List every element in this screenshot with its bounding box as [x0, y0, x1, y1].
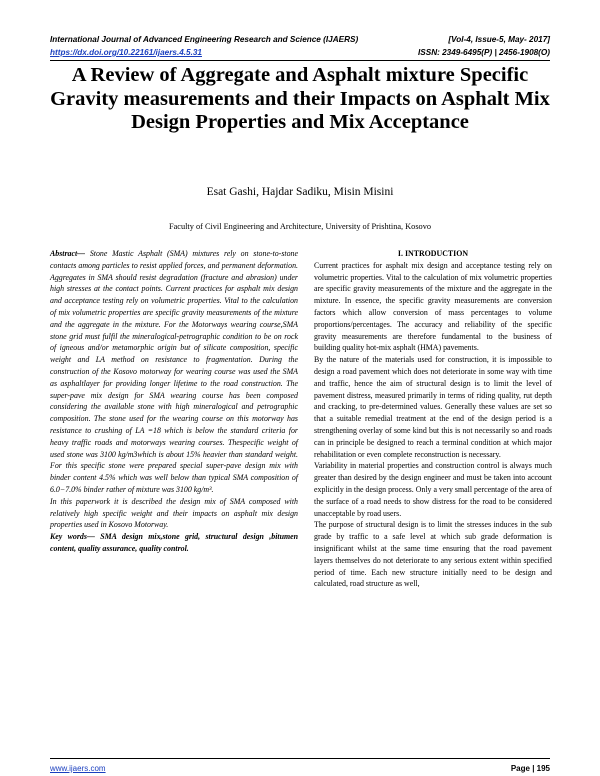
intro-paragraph-1: Current practices for asphalt mix design and acceptance testing rely on volumetric properties. Vital to the calculation of mix volumetric properties are specific gravity measurements of the mixture and the aggregate in the mixture. In essence, the specific gravity measurements are conversion factors which allow conversion of mass percentages to volume proportions/percentages. The accuracy and reliability of the specific gravity measurements are therefore fundamental to the business of building quality hot-mix asphalt (HMA) pavements. — [314, 260, 552, 353]
journal-header-line-2 — [50, 48, 550, 57]
abstract-paragraph-2: In this paperwork it is described the design mix of SMA composed with relatively high specific weight and their impacts on asphalt mix design properties used in Kosovo Motorway. — [50, 496, 298, 530]
introduction-column — [314, 248, 552, 590]
paper-title: A Review of Aggregate and Asphalt mixture Specific Gravity measurements and their Impacts on Asphalt Mix Design Properties and Mix Acceptance — [50, 64, 550, 133]
header-divider — [50, 60, 550, 61]
issn-info: ISSN: 2349-6495(P) | 2456-1908(O) — [418, 48, 550, 57]
abstract-paragraph-1 — [50, 248, 298, 496]
volume-info: [Vol-4, Issue-5, May- 2017] — [448, 35, 550, 44]
footer-divider — [50, 758, 550, 759]
paper-affiliation: Faculty of Civil Engineering and Architecture, University of Prishtina, Kosovo — [169, 222, 431, 231]
journal-website-link[interactable]: www.ijaers.com — [50, 764, 106, 773]
section-heading-introduction: I. INTRODUCTION — [397, 249, 469, 258]
intro-paragraph-2: By the nature of the materials used for construction, it is impossible to design a road pavement which does not deteriorate in some way with time and traffic, hence the aim of structural design is to limit the level of pavement distress, measured primarily in terms of riding quality, rut depth and cracking, to pre-determined values. Generally these values are set so that a suitable remedial treatment at the end of the design period is a strengthening overlay of some kind but this is not necessarily so and roads can in principle be designed to reach a terminal condition at which major rehabilitation or even complete reconstruction is necessary. — [314, 355, 552, 459]
abstract-column — [50, 248, 298, 555]
page-number: Page | 195 — [510, 764, 550, 773]
abstract-text-1: Stone Mastic Asphalt (SMA) mixtures rely on stone-to-stone contacts among particles to resist applied forces, and permanent deformation. Aggregates in SMA should resist degradation (fracture and abrasion) under high stresses at the contact points. Current practices for asphalt mix design and acceptance testing rely on volumetric properties. Vital to the calculation of mix volumetric properties are specific gravity measurements of the mixture and the aggregate in the mixture. For the Motorways wearing course,SMA stone grid must fulfil the mineralogical-petrographic condition to be on rock of igneous and/or metamorphic origin but of silicate composition, specific weight and LA method on resistance to fragmentation. During the construction of the Kosovo motorway for wearing course was used the SMA as asphaltlayer for providing longer lifetime to the road construction. The super-pave mix design for SMA wearing course has been composed considering the available stone with high mineralogical and petrographic composition. The stone used for the wearing course on this motorway has resistance to crushing of LA =18 which is below the standard criteria for heavy traffic roads and motorways wearing courses. Thespecific weight of used stone was 3100 kg/m3which is about 15% heavier than standard weight. For this specific stone were prepared special super-pave design mix with binder content 4.5% which was well below than typical SMA composition of 6.0−7.0% binder rather of mixture was 3100 kg/m³. — [50, 249, 299, 494]
keywords: Key words— SMA design mix,stone grid, structural design ,bitumen content, quality assurance, quality control. — [50, 532, 298, 553]
journal-header-line-1 — [50, 35, 550, 44]
journal-name: International Journal of Advanced Engineering Research and Science (IJAERS) — [50, 35, 359, 44]
intro-paragraph-3: Variability in material properties and construction control is always much greater than desired by the design engineer and must be taken into account explicitly in the design process. Only a very small percentage of the area of the surface of a road needs to show distress for the road to be considered unacceptable by road users. — [314, 461, 552, 518]
intro-paragraph-4: The purpose of structural design is to limit the stresses induces in the sub grade by traffic to a safe level at which sub grade deformation is insignificant whilst at the same time ensuring that the road pavement layers themselves do not deteriorate to any serious extent within specified period of time. Each new structure initially need to be design and calculated, road structure as well, — [314, 520, 552, 589]
abstract-label: Abstract— — [50, 249, 86, 258]
doi-link[interactable]: https://dx.doi.org/10.22161/ijaers.4.5.31 — [50, 48, 202, 57]
paper-authors: Esat Gashi, Hajdar Sadiku, Misin Misini — [206, 186, 394, 198]
